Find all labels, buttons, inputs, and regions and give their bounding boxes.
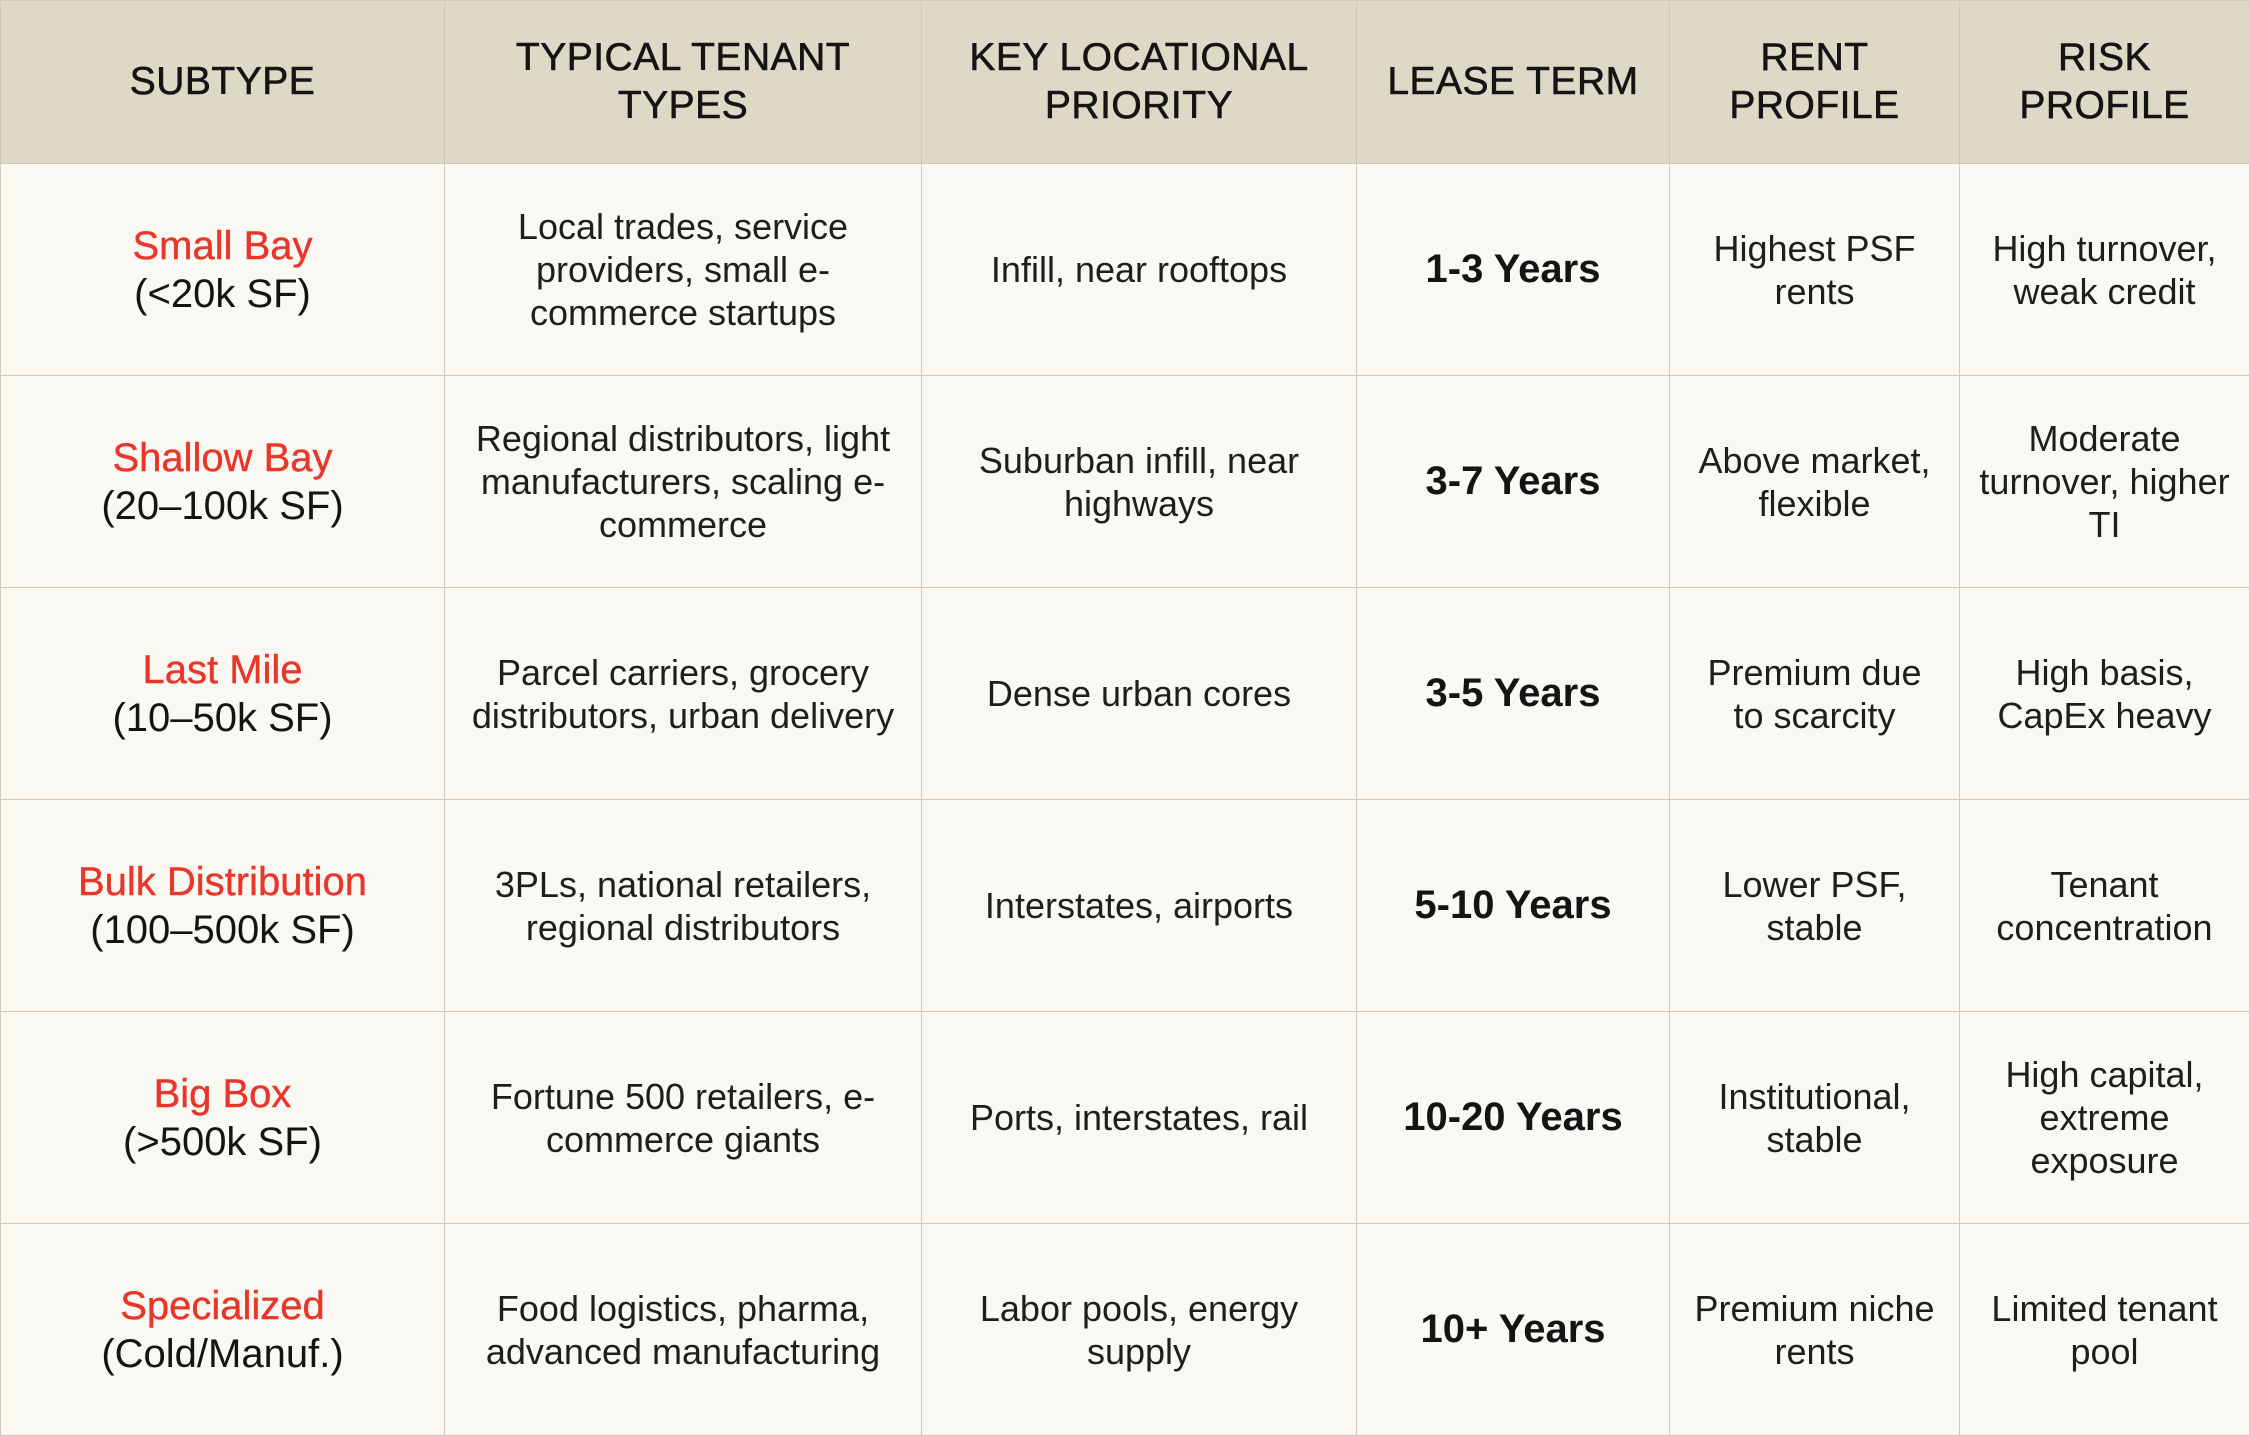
lease-term-cell: 5-10 Years (1357, 800, 1670, 1012)
subtype-size: (10–50k SF) (112, 695, 333, 740)
risk-profile-cell: High basis, CapEx heavy (1960, 588, 2249, 800)
header-locational-priority: KEY LOCATIONAL PRIORITY (922, 1, 1357, 164)
subtype-cell (1, 1012, 445, 1224)
lease-term-cell: 3-5 Years (1357, 588, 1670, 800)
subtype-cell (1, 1224, 445, 1436)
subtype-size: (20–100k SF) (101, 483, 344, 528)
locational-priority-cell: Ports, interstates, rail (922, 1012, 1357, 1224)
locational-priority-cell: Labor pools, energy supply (922, 1224, 1357, 1436)
table-row (1, 800, 2249, 1012)
header-risk-profile: RISK PROFILE (1960, 1, 2249, 164)
table-row (1, 1224, 2249, 1436)
lease-term-cell: 3-7 Years (1357, 376, 1670, 588)
risk-profile-cell: High capital, extreme exposure (1960, 1012, 2249, 1224)
header-rent-profile: RENT PROFILE (1670, 1, 1960, 164)
header-lease-term: LEASE TERM (1357, 1, 1670, 164)
lease-term-cell: 10+ Years (1357, 1224, 1670, 1436)
lease-term-cell: 10-20 Years (1357, 1012, 1670, 1224)
rent-profile-cell: Premium niche rents (1670, 1224, 1960, 1436)
subtype-name: Small Bay (132, 223, 313, 268)
rent-profile-cell: Highest PSF rents (1670, 164, 1960, 376)
table-row (1, 588, 2249, 800)
rent-profile-cell: Institutional, stable (1670, 1012, 1960, 1224)
subtype-size: (100–500k SF) (90, 907, 355, 952)
tenant-types-cell: Fortune 500 retailers, e-commerce giants (445, 1012, 922, 1224)
locational-priority-cell: Dense urban cores (922, 588, 1357, 800)
tenant-types-cell: Regional distributors, light manufacturers, scaling e-commerce (445, 376, 922, 588)
subtype-cell (1, 164, 445, 376)
table-body (1, 164, 2249, 1436)
subtype-name: Bulk Distribution (77, 859, 367, 904)
tenant-types-cell: 3PLs, national retailers, regional distributors (445, 800, 922, 1012)
header-row (1, 1, 2249, 164)
subtype-name: Shallow Bay (112, 435, 333, 480)
tenant-types-cell: Parcel carriers, grocery distributors, urban delivery (445, 588, 922, 800)
header-subtype: SUBTYPE (1, 1, 445, 164)
locational-priority-cell: Infill, near rooftops (922, 164, 1357, 376)
risk-profile-cell: Limited tenant pool (1960, 1224, 2249, 1436)
locational-priority-cell: Interstates, airports (922, 800, 1357, 1012)
tenant-types-cell: Local trades, service providers, small e-commerce startups (445, 164, 922, 376)
header-tenant-types: TYPICAL TENANT TYPES (445, 1, 922, 164)
subtype-size: (Cold/Manuf.) (101, 1331, 344, 1376)
rent-profile-cell: Premium due to scarcity (1670, 588, 1960, 800)
locational-priority-cell: Suburban infill, near highways (922, 376, 1357, 588)
risk-profile-cell: Tenant concentration (1960, 800, 2249, 1012)
subtype-cell (1, 800, 445, 1012)
subtype-cell (1, 588, 445, 800)
table-row (1, 376, 2249, 588)
subtype-size: (>500k SF) (123, 1119, 322, 1164)
subtype-cell (1, 376, 445, 588)
subtype-name: Last Mile (142, 647, 303, 692)
table-row (1, 1012, 2249, 1224)
tenant-types-cell: Food logistics, pharma, advanced manufacturing (445, 1224, 922, 1436)
lease-term-cell: 1-3 Years (1357, 164, 1670, 376)
rent-profile-cell: Above market, flexible (1670, 376, 1960, 588)
table-row (1, 164, 2249, 376)
risk-profile-cell: High turnover, weak credit (1960, 164, 2249, 376)
subtype-name: Big Box (153, 1071, 292, 1116)
subtype-size: (<20k SF) (134, 271, 311, 316)
rent-profile-cell: Lower PSF, stable (1670, 800, 1960, 1012)
table-header (1, 1, 2249, 164)
risk-profile-cell: Moderate turnover, higher TI (1960, 376, 2249, 588)
subtype-name: Specialized (120, 1283, 325, 1328)
